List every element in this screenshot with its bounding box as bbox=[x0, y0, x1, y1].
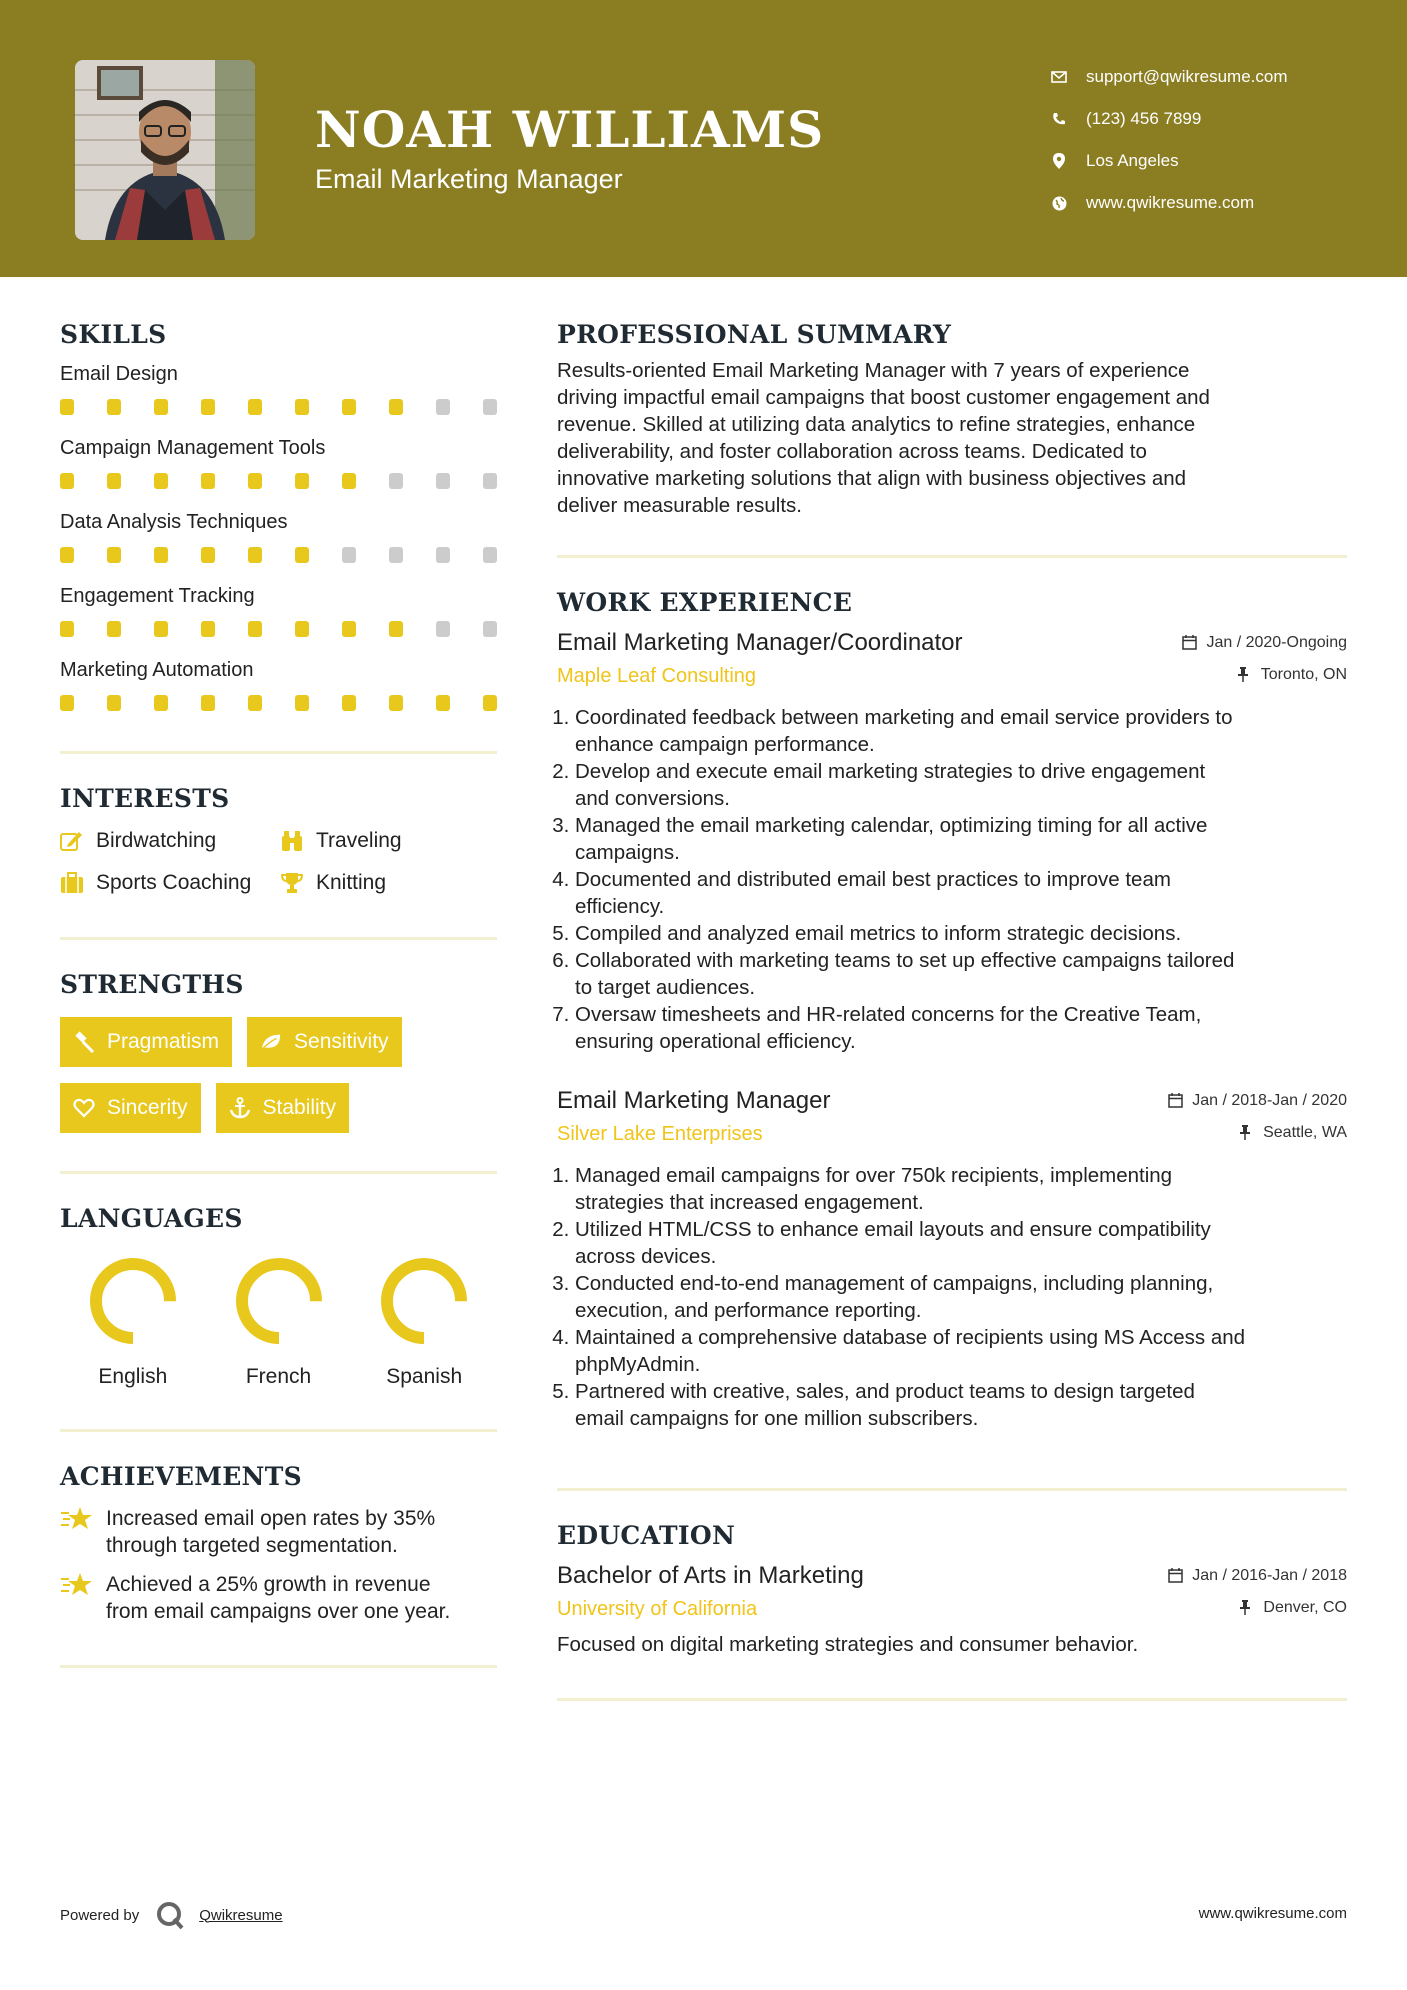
languages-heading: LANGUAGES bbox=[60, 1204, 243, 1233]
skill-dot-filled bbox=[107, 621, 121, 637]
achievement-text bbox=[106, 1505, 435, 1559]
duty-item bbox=[575, 1270, 1347, 1324]
candidate-title: Email Marketing Manager bbox=[315, 164, 623, 194]
duty-line: enhance campaign performance. bbox=[575, 733, 875, 756]
job-title: Email Marketing Manager bbox=[557, 1087, 831, 1114]
interest-item bbox=[60, 871, 280, 895]
contact-phone[interactable] bbox=[1050, 98, 1288, 140]
achievements-heading: ACHIEVEMENTS bbox=[60, 1462, 302, 1491]
skill-dot-filled bbox=[201, 547, 215, 563]
job-location bbox=[1239, 1124, 1347, 1142]
contact-phone-text: (123) 456 7899 bbox=[1086, 109, 1202, 128]
skill-dot-filled bbox=[60, 547, 74, 563]
interests-heading: INTERESTS bbox=[60, 784, 230, 813]
duty-item bbox=[575, 866, 1347, 920]
duty-item bbox=[575, 1162, 1347, 1216]
powered-by-label: Powered by bbox=[60, 1906, 140, 1924]
duty-line: efficiency. bbox=[575, 895, 665, 918]
skill-dot-filled bbox=[60, 695, 74, 711]
language-item bbox=[206, 1255, 352, 1389]
strength-label: Stability bbox=[262, 1096, 337, 1119]
skill-dot-filled bbox=[295, 399, 309, 415]
skill-rating bbox=[60, 621, 497, 637]
language-proficiency-ring bbox=[233, 1255, 325, 1347]
job-location-text: Seattle, WA bbox=[1263, 1123, 1347, 1141]
skill-dot-filled bbox=[248, 399, 262, 415]
job-dates bbox=[1182, 634, 1347, 652]
skill-dot-filled bbox=[154, 695, 168, 711]
duty-line: email campaigns for one million subscribers. bbox=[575, 1407, 979, 1430]
duty-line: 7. Oversaw timesheets and HR-related concerns for the Creative Team, bbox=[575, 1003, 1202, 1026]
duty-item bbox=[575, 758, 1347, 812]
skill-dot-filled bbox=[295, 695, 309, 711]
anchor-icon bbox=[229, 1097, 251, 1119]
duty-item bbox=[575, 920, 1347, 947]
contact-website-text: www.qwikresume.com bbox=[1086, 193, 1255, 212]
pushpin-icon bbox=[1239, 1600, 1255, 1616]
duty-line: strategies that increased engagement. bbox=[575, 1191, 924, 1214]
skill-dot-filled bbox=[248, 695, 262, 711]
interest-label: Knitting bbox=[316, 871, 387, 894]
section-divider bbox=[557, 1698, 1347, 1701]
skill-dot-filled bbox=[201, 621, 215, 637]
envelope-icon bbox=[1050, 68, 1068, 86]
duty-line: and conversions. bbox=[575, 787, 730, 810]
summary-text bbox=[557, 357, 1347, 519]
skill-dot-filled bbox=[389, 621, 403, 637]
globe-icon bbox=[1050, 194, 1068, 212]
duty-line: 4. Maintained a comprehensive database of recipients using MS Access and bbox=[575, 1326, 1246, 1349]
leaf-icon bbox=[260, 1031, 282, 1053]
achievement-line: from email campaigns over one year. bbox=[106, 1600, 451, 1623]
degree-title: Bachelor of Arts in Marketing bbox=[557, 1562, 864, 1589]
skill-dot-filled bbox=[342, 695, 356, 711]
skills-heading: SKILLS bbox=[60, 320, 167, 349]
strength-label: Sensitivity bbox=[294, 1030, 389, 1053]
skill-dot-filled bbox=[295, 547, 309, 563]
strength-badge bbox=[247, 1017, 402, 1067]
job-dates-text: Jan / 2020-Ongoing bbox=[1206, 633, 1347, 651]
education-heading: EDUCATION bbox=[557, 1521, 736, 1550]
company-name: Silver Lake Enterprises bbox=[557, 1123, 763, 1145]
briefcase-icon bbox=[60, 871, 86, 895]
skill-name: Campaign Management Tools bbox=[60, 437, 326, 459]
skill-dot-empty bbox=[483, 399, 497, 415]
languages-list bbox=[60, 1255, 497, 1389]
skill-dot-filled bbox=[248, 621, 262, 637]
duty-line: to target audiences. bbox=[575, 976, 756, 999]
skill-rating bbox=[60, 547, 497, 563]
duty-line: execution, and performance reporting. bbox=[575, 1299, 922, 1322]
skill-dot-filled bbox=[201, 473, 215, 489]
language-item bbox=[351, 1255, 497, 1389]
contact-location bbox=[1050, 140, 1288, 182]
contact-email-text: support@qwikresume.com bbox=[1086, 67, 1288, 86]
duty-line: 4. Documented and distributed email best practices to improve team bbox=[575, 868, 1171, 891]
language-proficiency-arc bbox=[96, 1264, 170, 1338]
education-dates bbox=[1168, 1567, 1347, 1585]
duty-line: 1. Managed email campaigns for over 750k recipients, implementing bbox=[575, 1164, 1173, 1187]
skill-dot-empty bbox=[436, 399, 450, 415]
duties-list bbox=[557, 704, 1347, 1055]
skill-dot-filled bbox=[154, 399, 168, 415]
skill-dot-filled bbox=[154, 621, 168, 637]
skill-dot-filled bbox=[201, 399, 215, 415]
skill-dot-filled bbox=[389, 695, 403, 711]
strength-label: Pragmatism bbox=[107, 1030, 220, 1053]
contact-email[interactable] bbox=[1050, 56, 1288, 98]
skill-dot-filled bbox=[107, 547, 121, 563]
summary-line: revenue. Skilled at utilizing data analytics to refine strategies, enhance bbox=[557, 413, 1196, 436]
calendar-icon bbox=[1182, 635, 1198, 651]
duty-line: phpMyAdmin. bbox=[575, 1353, 701, 1376]
contact-list bbox=[1050, 56, 1288, 224]
skill-dot-filled bbox=[342, 399, 356, 415]
duty-line: 6. Collaborated with marketing teams to set up effective campaigns tailored bbox=[575, 949, 1235, 972]
strength-badge bbox=[60, 1017, 232, 1067]
job-dates-text: Jan / 2018-Jan / 2020 bbox=[1192, 1091, 1347, 1109]
right-column bbox=[557, 320, 1347, 1701]
qwikresume-link[interactable]: Qwikresume bbox=[199, 1906, 283, 1924]
job-location-text: Toronto, ON bbox=[1260, 665, 1347, 683]
interest-label: Birdwatching bbox=[96, 829, 217, 852]
skills-list bbox=[60, 363, 497, 711]
duty-item bbox=[575, 812, 1347, 866]
summary-line: driving impactful email campaigns that boost customer engagement and bbox=[557, 386, 1210, 409]
section-divider bbox=[60, 1665, 497, 1668]
pushpin-icon bbox=[1237, 667, 1253, 683]
skill-rating bbox=[60, 399, 497, 415]
skill-dot-empty bbox=[483, 547, 497, 563]
skill-rating bbox=[60, 473, 497, 489]
skill-name: Marketing Automation bbox=[60, 659, 254, 681]
skill-dot-filled bbox=[248, 547, 262, 563]
language-proficiency-arc bbox=[387, 1264, 461, 1338]
summary-heading: PROFESSIONAL SUMMARY bbox=[557, 320, 952, 349]
education-description: Focused on digital marketing strategies and consumer behavior. bbox=[557, 1633, 1139, 1656]
skill-dot-empty bbox=[483, 621, 497, 637]
skill-dot-filled bbox=[154, 473, 168, 489]
job-entry bbox=[557, 1087, 1347, 1432]
duty-line: across devices. bbox=[575, 1245, 717, 1268]
duty-line: campaigns. bbox=[575, 841, 680, 864]
duty-line: 5. Partnered with creative, sales, and product teams to design targeted bbox=[575, 1380, 1195, 1403]
skill-dot-filled bbox=[201, 695, 215, 711]
skill-dot-filled bbox=[60, 473, 74, 489]
pencil-square-icon bbox=[60, 829, 86, 853]
duty-item bbox=[575, 1324, 1347, 1378]
trophy-icon bbox=[280, 871, 306, 895]
summary-line: deliverability, and foster collaboration across teams. Dedicated to bbox=[557, 440, 1147, 463]
interests-list bbox=[60, 829, 497, 895]
header-banner bbox=[0, 0, 1407, 277]
skill-dot-empty bbox=[436, 473, 450, 489]
duty-line: 3. Managed the email marketing calendar, optimizing timing for all active bbox=[575, 814, 1208, 837]
star-icon bbox=[60, 1505, 94, 1531]
phone-icon bbox=[1050, 110, 1068, 128]
skill-dot-filled bbox=[483, 695, 497, 711]
candidate-name: NOAH WILLIAMS bbox=[315, 100, 825, 159]
contact-location-text: Los Angeles bbox=[1086, 151, 1179, 170]
language-name: English bbox=[98, 1365, 168, 1388]
language-name: French bbox=[245, 1365, 312, 1388]
school-name: University of California bbox=[557, 1598, 758, 1620]
achievement-text bbox=[106, 1571, 450, 1625]
achievement-line: through targeted segmentation. bbox=[106, 1534, 398, 1557]
heart-icon bbox=[73, 1097, 95, 1119]
education-location bbox=[1239, 1599, 1347, 1617]
education-entry bbox=[557, 1562, 1347, 1658]
skill-dot-filled bbox=[60, 399, 74, 415]
duty-line: 1. Coordinated feedback between marketing and email service providers to bbox=[575, 706, 1233, 729]
skill-dot-filled bbox=[389, 399, 403, 415]
gavel-icon bbox=[73, 1031, 95, 1053]
strengths-heading: STRENGTHS bbox=[60, 970, 244, 999]
interest-label: Traveling bbox=[316, 829, 402, 852]
interest-item bbox=[60, 829, 280, 853]
strength-label: Sincerity bbox=[107, 1096, 188, 1119]
duty-item bbox=[575, 704, 1347, 758]
summary-line: Results-oriented Email Marketing Manager with 7 years of experience bbox=[557, 359, 1190, 382]
skill-dot-filled bbox=[107, 695, 121, 711]
strengths-list bbox=[60, 1017, 497, 1133]
duty-item bbox=[575, 1001, 1347, 1055]
education-dates-text: Jan / 2016-Jan / 2018 bbox=[1192, 1566, 1347, 1584]
skill-dot-filled bbox=[107, 473, 121, 489]
contact-website[interactable] bbox=[1050, 182, 1288, 224]
footer-url[interactable]: www.qwikresume.com bbox=[1198, 1905, 1347, 1922]
calendar-icon bbox=[1168, 1093, 1184, 1109]
qwikresume-logo-icon bbox=[155, 1900, 185, 1930]
left-column bbox=[60, 320, 497, 1668]
duty-line: ensuring operational efficiency. bbox=[575, 1030, 856, 1053]
skill-dot-empty bbox=[389, 547, 403, 563]
achievement-line: Increased email open rates by 35% bbox=[106, 1507, 436, 1530]
skill-rating bbox=[60, 695, 497, 711]
skill-name: Engagement Tracking bbox=[60, 585, 255, 607]
footer-powered-by bbox=[60, 1900, 283, 1930]
skill-name: Email Design bbox=[60, 363, 178, 385]
job-location bbox=[1237, 666, 1347, 684]
skill-dot-empty bbox=[342, 547, 356, 563]
language-proficiency-ring bbox=[378, 1255, 470, 1347]
skill-dot-empty bbox=[436, 621, 450, 637]
language-proficiency-arc bbox=[242, 1264, 316, 1338]
achievement-line: Achieved a 25% growth in revenue bbox=[106, 1573, 431, 1596]
summary-line: deliver measurable results. bbox=[557, 494, 802, 517]
company-name: Maple Leaf Consulting bbox=[557, 665, 757, 687]
star-icon bbox=[60, 1571, 94, 1597]
interest-item bbox=[280, 871, 480, 895]
duty-line: 5. Compiled and analyzed email metrics to inform strategic decisions. bbox=[575, 922, 1182, 945]
language-proficiency-ring bbox=[87, 1255, 179, 1347]
strength-badge bbox=[60, 1083, 201, 1133]
pushpin-icon bbox=[1239, 1125, 1255, 1141]
skill-dot-filled bbox=[248, 473, 262, 489]
interest-item bbox=[280, 829, 480, 853]
skill-dot-filled bbox=[436, 695, 450, 711]
profile-photo bbox=[75, 60, 255, 240]
work-list bbox=[557, 629, 1347, 1432]
skill-dot-filled bbox=[342, 473, 356, 489]
strength-badge bbox=[216, 1083, 350, 1133]
duties-list bbox=[557, 1162, 1347, 1432]
skill-dot-filled bbox=[295, 621, 309, 637]
duty-line: 3. Conducted end-to-end management of campaigns, including planning, bbox=[575, 1272, 1214, 1295]
job-dates bbox=[1168, 1092, 1347, 1110]
achievement-item bbox=[60, 1505, 497, 1559]
map-marker-icon bbox=[1050, 152, 1068, 170]
skill-dot-empty bbox=[483, 473, 497, 489]
skill-name: Data Analysis Techniques bbox=[60, 511, 288, 533]
skill-dot-empty bbox=[389, 473, 403, 489]
duty-item bbox=[575, 1216, 1347, 1270]
calendar-icon bbox=[1168, 1568, 1184, 1584]
skill-dot-filled bbox=[107, 399, 121, 415]
work-heading: WORK EXPERIENCE bbox=[557, 588, 853, 617]
duty-item bbox=[575, 947, 1347, 1001]
skill-dot-filled bbox=[60, 621, 74, 637]
job-title: Email Marketing Manager/Coordinator bbox=[557, 629, 963, 656]
binoculars-icon bbox=[280, 829, 306, 853]
interest-label: Sports Coaching bbox=[96, 871, 252, 894]
duty-line: 2. Develop and execute email marketing strategies to drive engagement bbox=[575, 760, 1206, 783]
language-name: Spanish bbox=[386, 1365, 463, 1388]
duty-item bbox=[575, 1378, 1347, 1432]
skill-dot-filled bbox=[154, 547, 168, 563]
skill-dot-filled bbox=[342, 621, 356, 637]
language-item bbox=[60, 1255, 206, 1389]
summary-line: innovative marketing solutions that align with business objectives and bbox=[557, 467, 1187, 490]
job-entry bbox=[557, 629, 1347, 1055]
skill-dot-empty bbox=[436, 547, 450, 563]
education-location-text: Denver, CO bbox=[1263, 1598, 1347, 1616]
skill-dot-filled bbox=[295, 473, 309, 489]
duty-line: 2. Utilized HTML/CSS to enhance email layouts and ensure compatibility bbox=[575, 1218, 1211, 1241]
achievement-item bbox=[60, 1571, 497, 1625]
